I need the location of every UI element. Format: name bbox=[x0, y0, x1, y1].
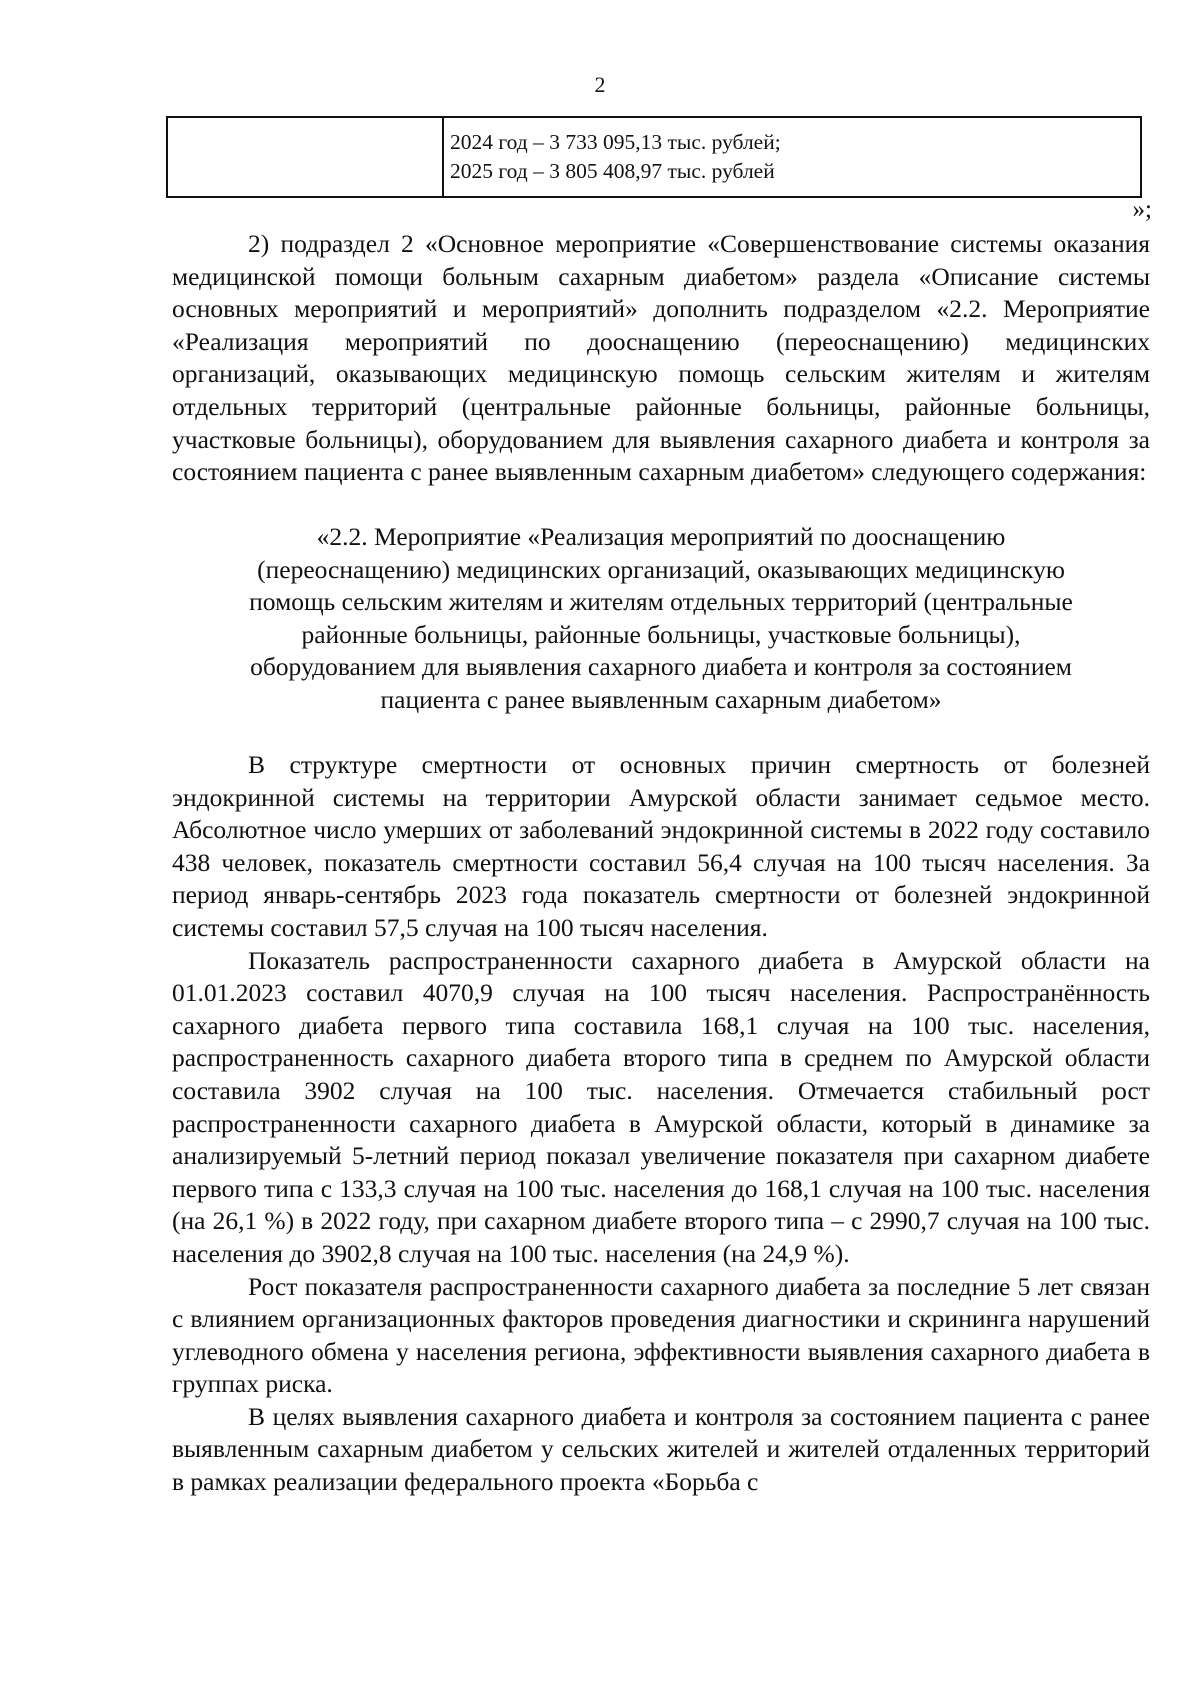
federal-project-paragraph: В целях выявления сахарного диабета и контроля за состоянием пациента с ранее выявленным сахарным диабетом у сельских жителей и жителей отдаленных территорий в рамках реализации федерального проекта «Борьба с bbox=[172, 1401, 1150, 1497]
growth-factors-paragraph: Рост показателя распространенности сахарного диабета за последние 5 лет связан с влиянием организационных факторов проведения диагностики и скрининга нарушений углеводного обмена у населения региона, эффективности выявления сахарного диабета в группах риска. bbox=[172, 1271, 1150, 1399]
funding-table bbox=[166, 116, 1142, 198]
amendment-block bbox=[172, 228, 1150, 489]
closing-quote: »; bbox=[1132, 196, 1152, 223]
subsection-heading-line: районные больницы, районные больницы, участковые больницы), bbox=[301, 619, 1021, 649]
funding-table-values-cell bbox=[444, 118, 1140, 196]
page-number: 2 bbox=[594, 72, 606, 97]
subsection-heading-line: (переоснащению) медицинских организаций, оказывающих медицинскую bbox=[257, 554, 1065, 584]
mortality-paragraph: В структуре смертности от основных причин смертность от болезней эндокринной системы на территории Амурской области занимает седьмое место. Абсолютное число умерших от заболеваний эндокринной системы в 2022 году составило 438 человек, показатель смертности составил 56,4 случая на 100 тысяч населения. За период январь-сентябрь 2023 года показатель смертности от болезней эндокринной системы составил 57,5 случая на 100 тысяч населения. bbox=[172, 750, 1150, 942]
funding-table-empty-cell bbox=[168, 118, 444, 196]
subsection-heading-line: пациента с ранее выявленным сахарным диабетом» bbox=[380, 684, 942, 714]
funding-row-2025: 2025 год – 3 805 408,97 тыс. рублей bbox=[450, 159, 775, 183]
subsection-heading-line: помощь сельским жителям и жителям отдельных территорий (центральные bbox=[249, 587, 1073, 617]
prevalence-paragraph: Показатель распространенности сахарного диабета в Амурской области на 01.01.2023 составил 4070,9 случая на 100 тысяч населения. Распространённость сахарного диабета первого типа составила 168,1 случая на 100 тыс. населения, распространенность сахарного диабета второго типа в среднем по Амурской области составила 3902 случая на 100 тыс. населения. Отмечается стабильный рост распространенности сахарного диабета в Амурской области, который в динамике за анализируемый 5-летний период показал увеличение показателя при сахарном диабете первого типа с 133,3 случая на 100 тыс. населения до 168,1 случая на 100 тыс. населения (на 26,1 %) в 2022 году, при сахарном диабете второго типа – с 2990,7 случая на 100 тыс. населения до 3902,8 случая на 100 тыс. населения (на 24,9 %). bbox=[172, 945, 1150, 1268]
amendment-paragraph: 2) подраздел 2 «Основное мероприятие «Совершенствование системы оказания медицинской помощи больным сахарным диабетом» раздела «Описание системы основных мероприятий и мероприятий» дополнить подразделом «2.2. Мероприятие «Реализация мероприятий по дооснащению (переоснащению) медицинских организаций, оказывающих медицинскую помощь сельским жителям и жителям отдельных территорий (центральные районные больницы, районные больницы, участковые больницы), оборудованием для выявления сахарного диабета и контроля за состоянием пациента с ранее выявленным сахарным диабетом» следующего содержания: bbox=[172, 229, 1150, 487]
statistics-section bbox=[172, 749, 1150, 1499]
subsection-heading bbox=[172, 521, 1150, 717]
subsection-heading-line: оборудованием для выявления сахарного диабета и контроля за состоянием bbox=[250, 652, 1072, 682]
funding-row-2024: 2024 год – 3 733 095,13 тыс. рублей; bbox=[450, 130, 781, 154]
subsection-heading-line: «2.2. Мероприятие «Реализация мероприятий по дооснащению bbox=[316, 522, 1006, 551]
